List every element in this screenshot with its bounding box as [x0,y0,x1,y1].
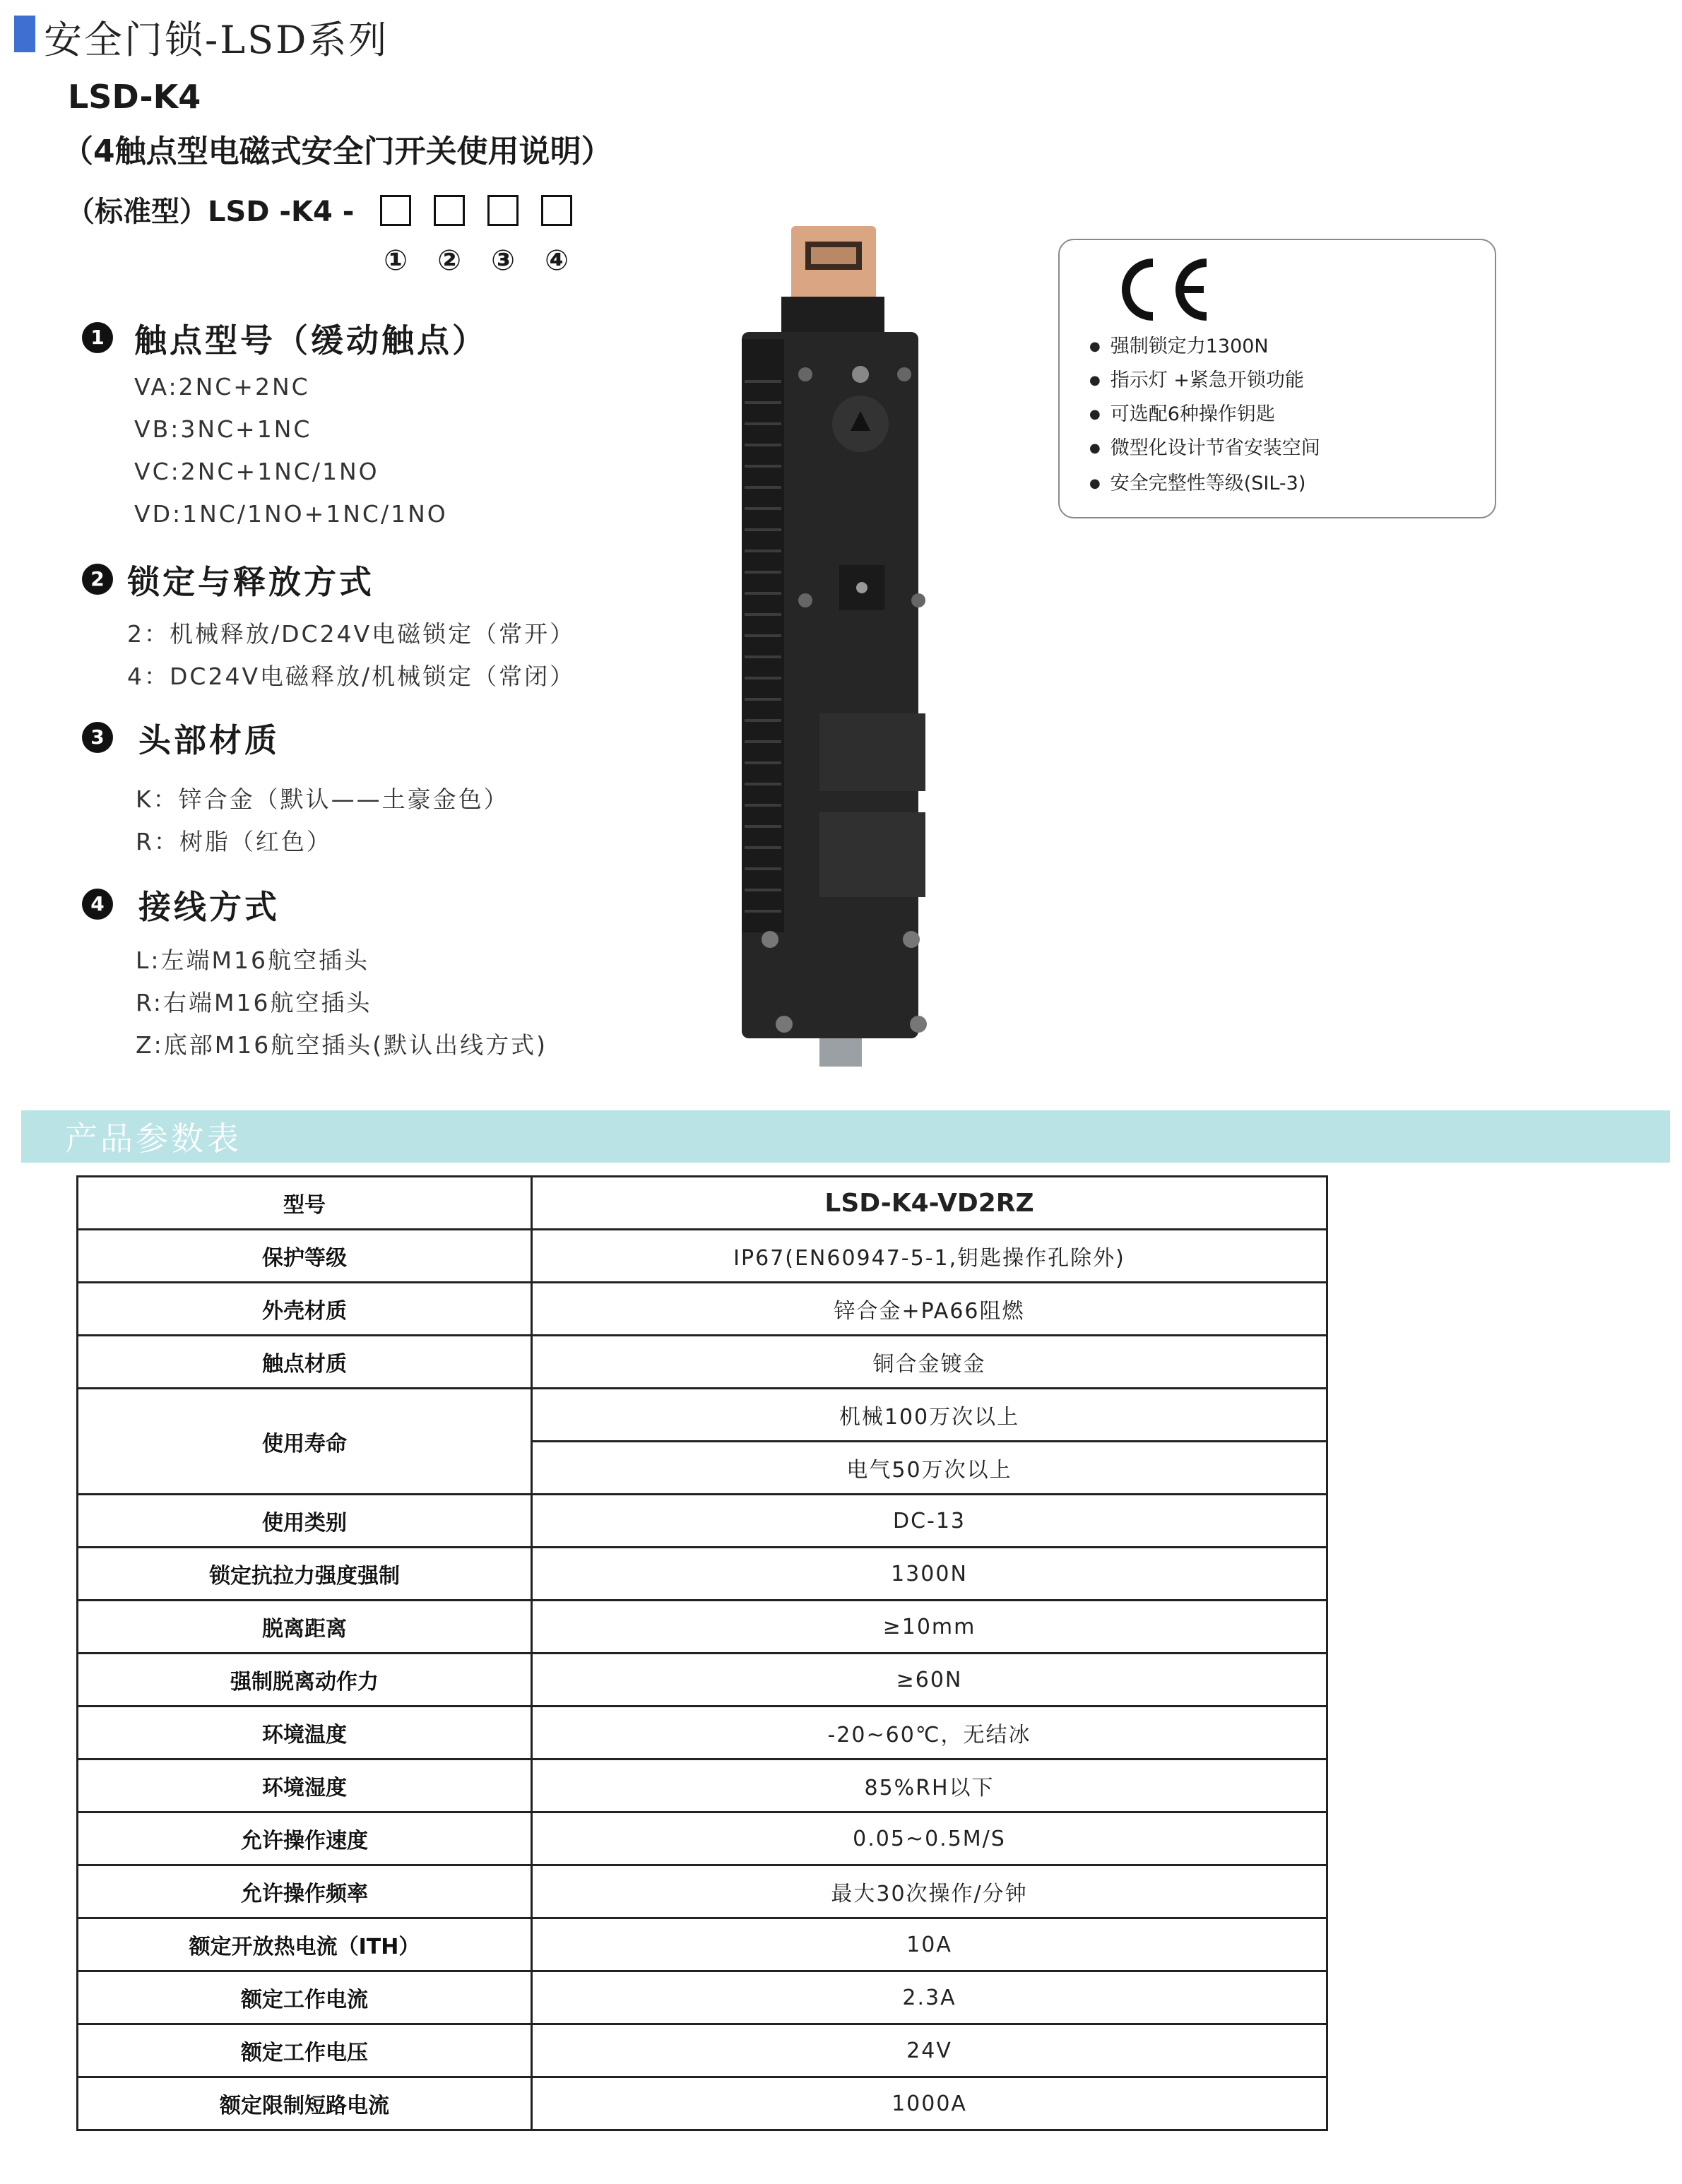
param-label: 允许操作速度 [78,1812,532,1865]
param-value: 锌合金+PA66阻燃 [532,1283,1327,1336]
section-2-option: 2：机械释放/DC24V电磁锁定（常开） [127,620,576,648]
code-box-4 [541,195,572,226]
table-row [78,1759,1327,1812]
param-label: 额定工作电流 [78,1971,532,2024]
feature-item: ● 强制锁定力1300N [1089,331,1269,358]
param-label: 强制脱离动作力 [78,1654,532,1707]
param-label: 外壳材质 [78,1283,532,1336]
section-4-title: 接线方式 [138,888,280,926]
param-value: 铜合金镀金 [532,1336,1327,1389]
table-row [78,1654,1327,1707]
table-row [78,1865,1327,1918]
feature-item: ● 安全完整性等级(SIL-3) [1089,468,1305,495]
table-header-row [78,1177,1327,1230]
section-2-badge: 2 [82,564,113,595]
code-number-1: ① [384,244,408,277]
param-value: 85%RH以下 [532,1759,1327,1812]
param-label: 允许操作频率 [78,1865,532,1918]
header-accent-bar [14,16,35,52]
table-row [78,1548,1327,1601]
section-3-title: 头部材质 [138,721,280,759]
param-value: ≥10mm [532,1601,1327,1654]
param-label: 触点材质 [78,1336,532,1389]
table-row [78,1495,1327,1548]
param-value: 24V [532,2024,1327,2077]
param-value: 1300N [532,1548,1327,1601]
table-title-bar [21,1110,1670,1163]
param-value: 1000A [532,2077,1327,2130]
code-box-3 [487,195,519,226]
param-value: 0.05~0.5M/S [532,1812,1327,1865]
section-2-option: 4：DC24V电磁释放/机械锁定（常闭） [127,663,576,690]
param-label: 使用寿命 [78,1389,532,1495]
table-row [78,1971,1327,2024]
feature-item: ● 可选配6种操作钥匙 [1089,398,1275,426]
table-row [78,2077,1327,2130]
section-1-option: VB:3NC+1NC [134,415,312,443]
code-box-1 [380,195,411,226]
code-box-2 [434,195,465,226]
param-value: IP67(EN60947-5-1,钥匙操作孔除外) [532,1230,1327,1283]
section-1-option: VA:2NC+2NC [134,373,310,400]
param-value: ≥60N [532,1654,1327,1707]
param-value: 最大30次操作/分钟 [532,1865,1327,1918]
section-1-badge: 1 [82,322,113,353]
section-1-title: 触点型号（缓动触点） [134,321,487,360]
table-row [78,1336,1327,1389]
code-number-2: ② [437,244,461,277]
code-number-4: ④ [545,244,569,277]
param-label: 脱离距离 [78,1601,532,1654]
param-value: 10A [532,1918,1327,1971]
param-label: 使用类别 [78,1495,532,1548]
section-3-badge: 3 [82,722,113,753]
feature-item: ● 指示灯 +紧急开锁功能 [1089,364,1304,392]
section-1-option: VD:1NC/1NO+1NC/1NO [134,500,448,528]
section-4-option: L:左端M16航空插头 [136,946,369,974]
code-number-3: ③ [491,244,515,277]
param-value: -20~60℃，无结冰 [532,1707,1327,1759]
ce-mark-icon [1109,254,1215,325]
model-name: LSD-K4 [68,78,201,116]
param-label: 锁定抗拉力强度强制 [78,1548,532,1601]
table-row [78,1230,1327,1283]
param-label: 额定开放热电流（ITH） [78,1918,532,1971]
feature-item: ● 微型化设计节省安装空间 [1089,432,1320,460]
m16-connector [819,1038,862,1067]
param-value: DC-13 [532,1495,1327,1548]
table-title: 产品参数表 [65,1120,242,1158]
section-1-option: VC:2NC+1NC/1NO [134,458,379,485]
ce-mark [1109,254,1215,328]
table-row [78,1707,1327,1759]
section-4-option: Z:底部M16航空插头(默认出线方式) [136,1031,547,1059]
model-description: （4触点型电磁式安全门开关使用说明） [62,133,612,170]
param-label: 保护等级 [78,1230,532,1283]
page-title: 安全门锁-LSD系列 [44,18,389,62]
table-row [78,1601,1327,1654]
param-value: LSD-K4-VD2RZ [532,1177,1327,1230]
param-label: 型号 [78,1177,532,1230]
product-image [713,226,940,1067]
param-value: 电气50万次以上 [532,1442,1327,1495]
table-row [78,1389,1327,1442]
section-4-badge: 4 [82,889,113,920]
param-value: 2.3A [532,1971,1327,2024]
section-3-option: K：锌合金（默认——土豪金色） [136,785,509,813]
param-label: 环境湿度 [78,1759,532,1812]
param-value: 机械100万次以上 [532,1389,1327,1442]
table-row [78,2024,1327,2077]
params-table [76,1175,1328,2131]
param-label: 额定工作电压 [78,2024,532,2077]
section-2-title: 锁定与释放方式 [127,563,374,601]
table-row [78,1918,1327,1971]
section-3-option: R：树脂（红色） [136,828,332,855]
model-code-label: （标准型）LSD -K4 - [66,196,355,228]
table-row [78,1812,1327,1865]
table-row [78,1283,1327,1336]
param-label: 环境温度 [78,1707,532,1759]
section-4-option: R:右端M16航空插头 [136,989,372,1016]
param-label: 额定限制短路电流 [78,2077,532,2130]
